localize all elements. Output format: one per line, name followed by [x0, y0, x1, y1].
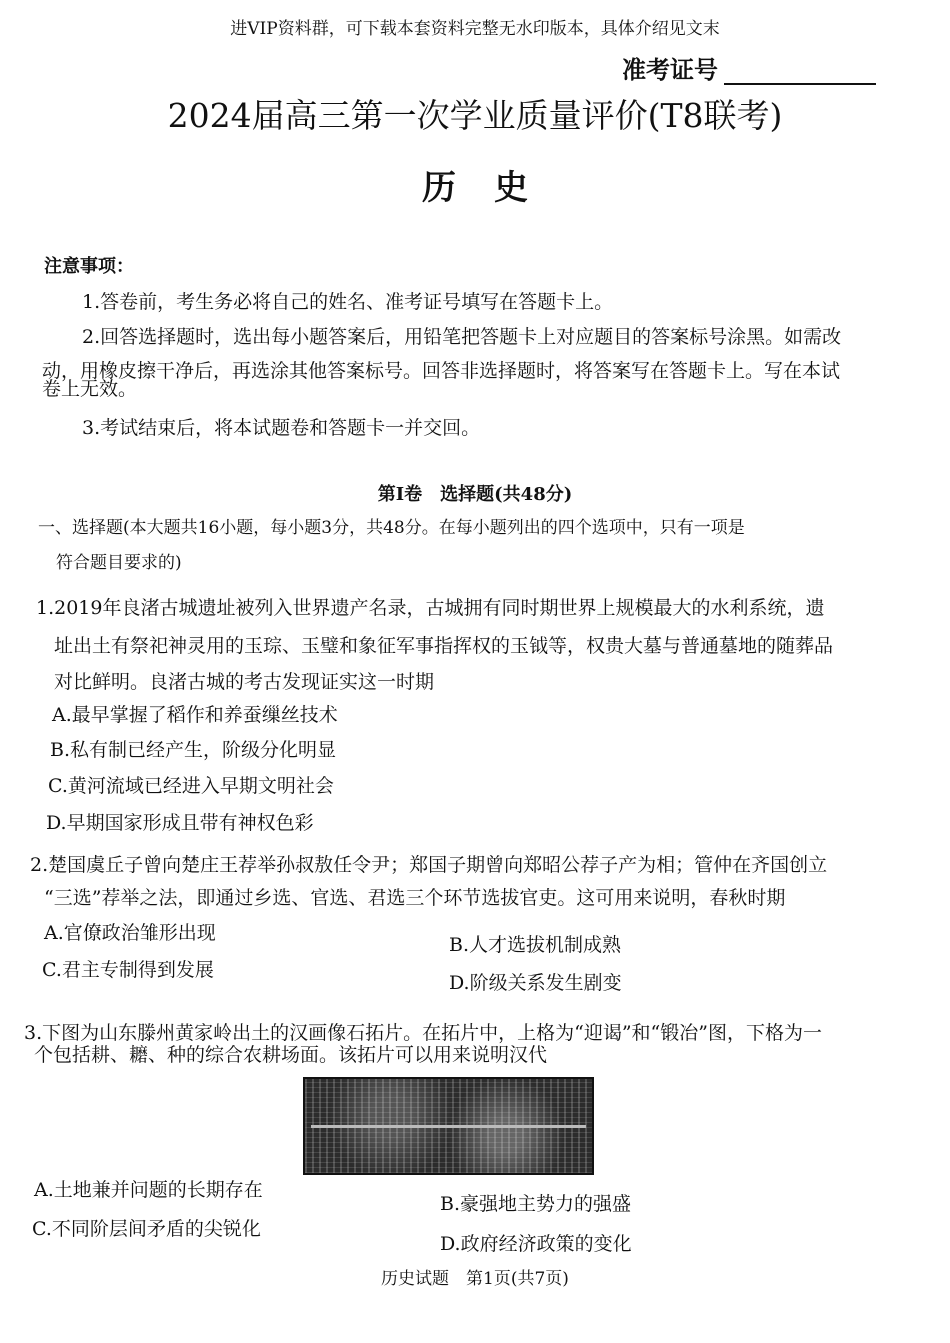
watermark-banner: 进VIP资料群，可下载本套资料完整无水印版本，具体介绍见文末	[230, 19, 720, 39]
question-1-stem: 1.2019年良渚古城遗址被列入世界遗产名录，古城拥有同时期世界上规模最大的水利系统，遗	[36, 597, 825, 619]
question-2-stem: “三选”荐举之法，即通过乡选、官选、君选三个环节选拔官吏。这可用来说明，春秋时期	[44, 887, 786, 909]
section-title: 第Ⅰ卷 选择题(共48分)	[377, 484, 573, 505]
section-instruction: 符合题目要求的)	[56, 553, 182, 573]
question-1-option-d: D.早期国家形成且带有神权色彩	[46, 812, 314, 834]
notes-heading: 注意事项：	[44, 256, 134, 277]
question-1-option-b: B.私有制已经产生，阶级分化明显	[50, 739, 337, 761]
note-line: 动，用橡皮擦干净后，再选涂其他答案标号。回答非选择题时，将答案写在答题卡上。写在本试	[42, 360, 841, 382]
exam-number-label: 准考证号	[622, 55, 718, 84]
question-3-stem: 个包括耕、耱、种的综合农耕场面。该拓片可以用来说明汉代	[34, 1044, 548, 1066]
section-instruction: 一、选择题(本大题共16小题，每小题3分，共48分。在每小题列出的四个选项中，只有一项是	[38, 518, 745, 538]
exam-number-field	[622, 50, 876, 85]
subject-title: 历史	[422, 168, 566, 208]
question-2-option-c: C.君主专制得到发展	[42, 959, 214, 981]
exam-number-blank	[724, 61, 876, 85]
note-line: 3.考试结束后，将本试题卷和答题卡一并交回。	[82, 417, 481, 439]
exam-title: 2024届高三第一次学业质量评价(T8联考)	[167, 96, 783, 135]
question-1-stem: 对比鲜明。良渚古城的考古发现证实这一时期	[54, 671, 435, 693]
question-3-option-a: A.土地兼并问题的长期存在	[34, 1179, 263, 1201]
note-line: 1.答卷前，考生务必将自己的姓名、准考证号填写在答题卡上。	[82, 291, 614, 313]
question-1-stem: 址出土有祭祀神灵用的玉琮、玉璧和象征军事指挥权的玉钺等，权贵大墓与普通墓地的随葬品	[54, 635, 834, 657]
stone-rubbing-image	[303, 1077, 594, 1175]
question-1-option-c: C.黄河流域已经进入早期文明社会	[48, 775, 334, 797]
question-2-stem: 2.楚国虞丘子曾向楚庄王荐举孙叔敖任令尹；郑国子期曾向郑昭公荐子产为相；管仲在齐国创立	[30, 854, 828, 876]
question-3-option-d: D.政府经济政策的变化	[440, 1233, 632, 1255]
question-1-option-a: A.最早掌握了稻作和养蚕缫丝技术	[52, 704, 338, 726]
question-3-option-c: C.不同阶层间矛盾的尖锐化	[32, 1218, 261, 1240]
question-2-option-a: A.官僚政治雏形出现	[44, 922, 216, 944]
note-line: 卷上无效。	[42, 378, 138, 400]
question-3-option-b: B.豪强地主势力的强盛	[440, 1193, 632, 1215]
question-2-option-b: B.人才选拔机制成熟	[449, 934, 622, 956]
page-footer: 历史试题 第1页(共7页)	[381, 1269, 569, 1289]
note-line: 2.回答选择题时，选出每小题答案后，用铅笔把答题卡上对应题目的答案标号涂黑。如需改	[82, 326, 842, 348]
question-3-stem: 3.下图为山东滕州黄家岭出土的汉画像石拓片。在拓片中，上格为“迎谒”和“锻冶”图，下格为一	[24, 1022, 822, 1044]
question-2-option-d: D.阶级关系发生剧变	[449, 972, 622, 994]
